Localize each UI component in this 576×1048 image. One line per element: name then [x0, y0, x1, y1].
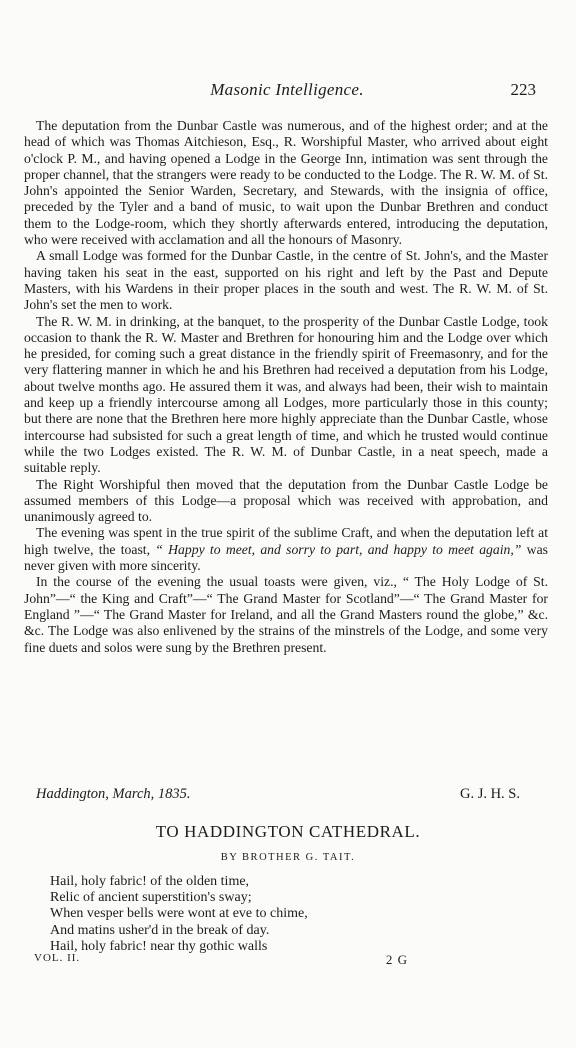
paragraph: The Right Worshipful then moved that the deputation from the Dunbar Castle Lodge be assumed members of this Lodge—a proposal which was received with approbation, and unanimously agreed to. [24, 476, 548, 525]
toast-quote: “ Happy to meet, and sorry to part, and happy to meet again,” [155, 541, 522, 557]
place-date: Haddington, March, 1835. [36, 786, 191, 802]
poem-line: Relic of ancient superstition's sway; [50, 890, 252, 906]
poem-line: When vesper bells were wont at eve to chime, [50, 906, 308, 922]
poem-line: Hail, holy fabric! near thy gothic walls [50, 938, 268, 954]
article-body [24, 118, 548, 656]
poem-author: BY BROTHER G. TAIT. [220, 852, 356, 863]
signature-mark: 2 G [385, 952, 408, 967]
paragraph: In the course of the evening the usual toasts were given, viz., “ The Holy Lodge of St. John”—“ the King and Craft”—“ The Grand Master for Scotland”—“ The Grand Master for England ”—“ The Grand Master for Ireland, and all the Grand Masters round the globe,” &c. &c. The Lodge was also enlivened by the strains of the minstrels of the Lodge, and some very fine duets and solos were sung by the Brethren present. [24, 574, 548, 655]
poem-line: Hail, holy fabric! of the olden time, [50, 874, 250, 889]
paragraph [24, 525, 548, 574]
paragraph-text: was never given with more sincerity. [24, 541, 548, 574]
paragraph-text: The evening was spent in the true spirit of the sublime Craft, and when the deputation left at high twelve, the toast, [24, 525, 548, 557]
author-initials: G. J. H. S. [459, 786, 520, 802]
paragraph: A small Lodge was formed for the Dunbar Castle, in the centre of St. John's, and the Master having taken his seat in the east, supported on his right and left by the Past and Depute Masters, with his Wardens in their proper places in the south and west. The R. W. M. of St. John's set the men to work. [24, 248, 548, 313]
page-footer [34, 952, 408, 968]
poem [50, 874, 308, 955]
volume-label: VOL. II. [34, 952, 81, 964]
paragraph: The R. W. M. in drinking, at the banquet, to the prosperity of the Dunbar Castle Lodge, took occasion to thank the R. W. Master and Brethren for honouring him and the Lodge over which he presided, for coming such a great distance in the friendly spirit of Freemasonry, and for the very flattering manner in which he and his Brethren had received a deputation from his Lodge, about twelve months ago. He assured them it was, and always had been, their wish to maintain and keep up a friendly intercourse among all Lodges, more particularly those in this county; but there are none that the Brethren here more highly appreciate than the Dunbar Castle, whose intercourse had subsisted for such a great length of time, and which he trusted would continue while the two Lodges existed. The R. W. M. of Dunbar Castle, in a neat speech, made a suitable reply. [24, 313, 548, 476]
poem-line: And matins usher'd in the break of day. [50, 922, 270, 938]
page-number: 223 [510, 80, 536, 99]
paragraph: The deputation from the Dunbar Castle was numerous, and of the highest order; and at the head of which was Thomas Aitchieson, Esq., R. Worshipful Master, who arrived about eight o'clock P. M., and having opened a Lodge in the George Inn, intimation was sent through the proper channel, that the strangers were ready to be conducted to the Lodge. The R. W. M. of St. John's appointed the Senior Warden, Secretary, and Stewards, with the insignia of office, preceded by the Tyler and a band of music, to wait upon the Dunbar Brethren and conduct them to the Lodge-room, which they shortly afterwards entered, introducing the deputation, who were received with acclamation and all the honours of Masonry. [24, 118, 548, 248]
poem-title: TO HADDINGTON CATHEDRAL. [155, 822, 421, 841]
running-title: Masonic Intelligence. [210, 80, 364, 99]
signoff [36, 786, 520, 804]
running-head [38, 80, 536, 102]
